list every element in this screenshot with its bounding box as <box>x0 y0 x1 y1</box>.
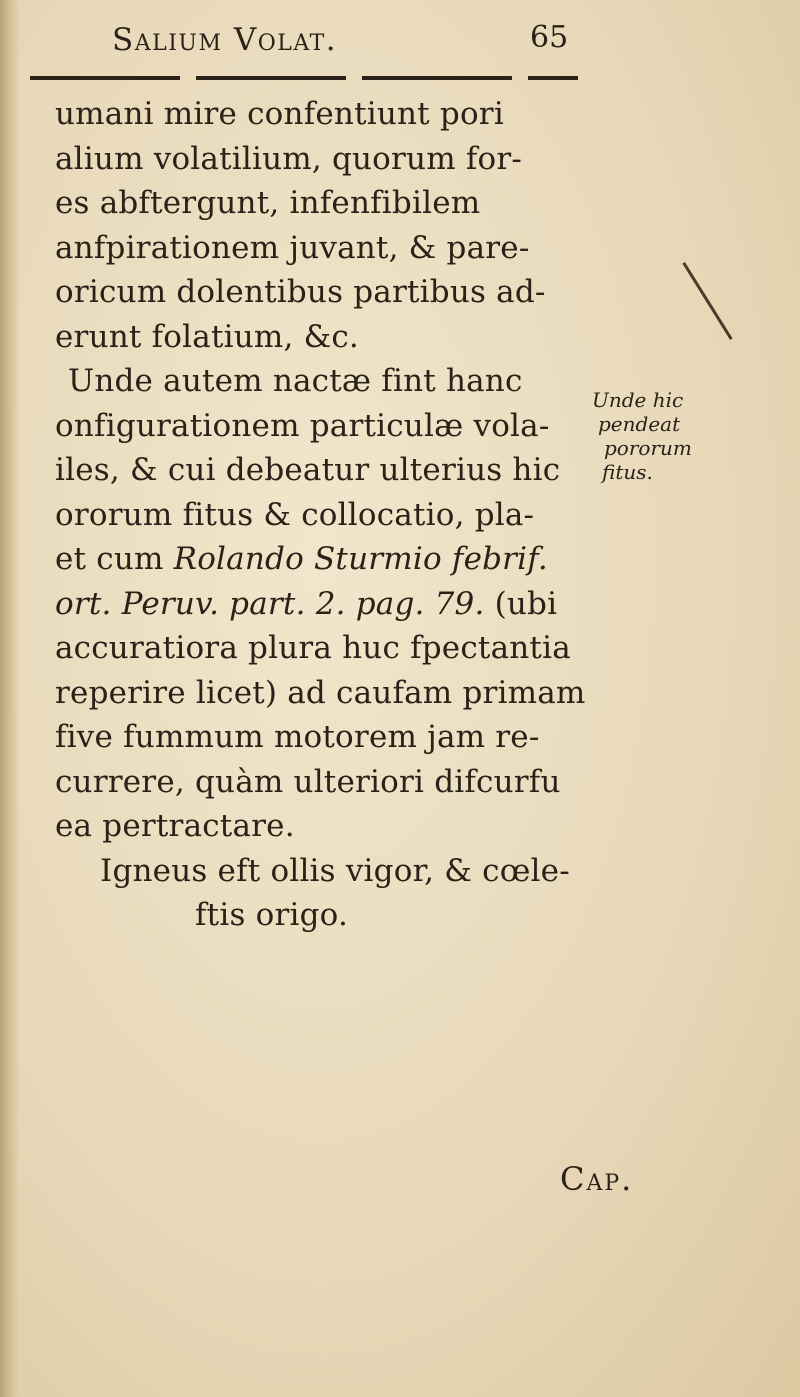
header-rule <box>30 76 578 80</box>
text-segment: et cum <box>55 541 164 577</box>
margin-note-line: fitus. <box>602 460 653 484</box>
page-header <box>0 14 800 74</box>
text-line: five fummum motorem jam re- <box>55 719 540 755</box>
verse-line: ftis origo. <box>195 897 349 933</box>
text-line: accuratiora plura huc fpectantia <box>55 630 571 666</box>
text-segment: (ubi <box>494 585 558 622</box>
text-line <box>20 582 610 627</box>
page-number: 65 <box>530 20 569 55</box>
catchword: Cap. <box>560 1160 634 1198</box>
verse-line: Igneus eft ollis vigor, & cœle- <box>100 852 570 889</box>
text-line: erunt folatium, &c. <box>55 318 359 355</box>
text-line: oricum dolentibus partibus ad- <box>55 274 546 310</box>
text-line: anfpirationem juvant, & pare- <box>55 229 530 266</box>
text-line: Unde autem nactæ fint hanc <box>68 363 523 399</box>
text-line: ea pertractare. <box>55 808 295 844</box>
text-line: reperire licet) ad caufam primam <box>55 674 586 711</box>
margin-note-line: Unde hic <box>592 388 684 412</box>
margin-note-line: pendeat <box>598 412 681 436</box>
page-gutter-shadow <box>0 0 20 1397</box>
margin-note <box>592 388 792 484</box>
running-title: Salium Volat. <box>112 22 338 58</box>
text-line: alium volatilium, quorum for- <box>55 140 523 177</box>
ink-mark <box>682 262 732 340</box>
text-line: iles, & cui debeatur ulterius hic <box>55 452 561 488</box>
text-line: onfigurationem particulæ vola- <box>55 407 550 444</box>
text-line: umani mire confentiunt pori <box>55 96 504 132</box>
margin-note-line: pororum <box>604 436 692 460</box>
text-line: currere, quàm ulteriori difcurfu <box>55 763 561 800</box>
italic-citation: Rolando Sturmio febrif. <box>173 541 548 577</box>
text-line: es abftergunt, infenfibilem <box>55 185 481 221</box>
text-line: ororum fitus & collocatio, pla- <box>55 496 535 533</box>
italic-citation: ort. Peruv. part. 2. pag. 79. <box>55 585 485 622</box>
body-text <box>20 92 610 938</box>
text-line <box>20 537 610 582</box>
